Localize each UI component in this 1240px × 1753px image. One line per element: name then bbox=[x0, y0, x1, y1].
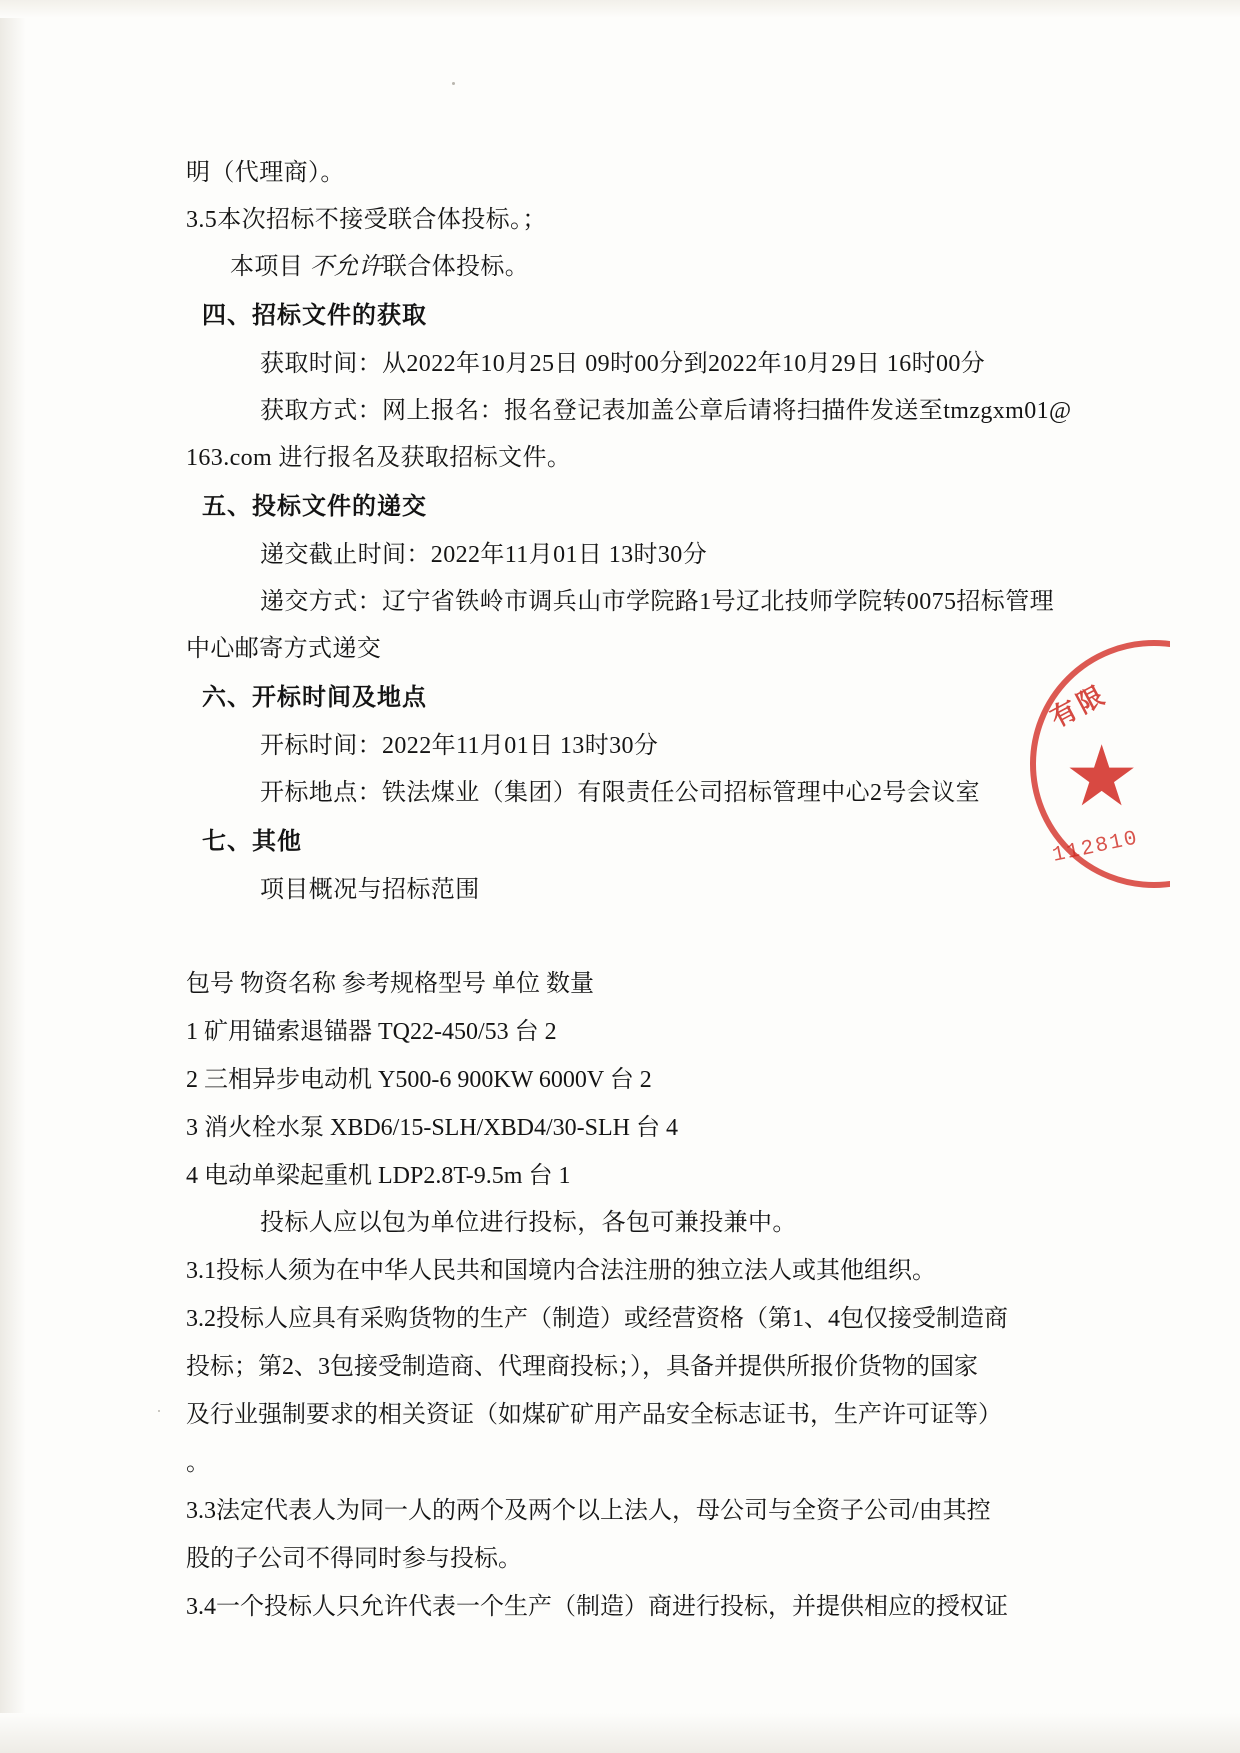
section-6-line-1: 开标时间：2022年11月01日 13时30分 bbox=[260, 733, 659, 759]
scan-edge-top bbox=[0, 0, 1240, 18]
clause-3-2-line-1: 3.2投标人应具有采购货物的生产（制造）或经营资格（第1、4包仅接受制造商 bbox=[186, 1306, 1008, 1332]
clause-3-2-line-3: 及行业强制要求的相关资证（如煤矿矿用产品安全标志证书，生产许可证等） bbox=[186, 1402, 1002, 1428]
section-4-line-1: 获取时间：从2022年10月25日 09时00分到2022年10月29日 16时00分 bbox=[260, 351, 986, 377]
section-7-line-1: 项目概况与招标范围 bbox=[260, 877, 480, 903]
section-5-line-3: 中心邮寄方式递交 bbox=[186, 636, 382, 662]
section-heading-5: 五、投标文件的递交 bbox=[202, 494, 427, 520]
goods-table-row: 2 三相异步电动机 Y500-6 900KW 6000V 台 2 bbox=[186, 1067, 652, 1093]
goods-table-row: 3 消火栓水泵 XBD6/15-SLH/XBD4/30-SLH 台 4 bbox=[186, 1115, 679, 1141]
section-5-line-2: 递交方式：辽宁省铁岭市调兵山市学院路1号辽北技师学院转0075招标管理 bbox=[260, 589, 1054, 615]
seal-bottom-text: 112810 bbox=[1050, 827, 1142, 868]
seal-page-edge-mask bbox=[1170, 630, 1240, 900]
clause-3-2-line-4: 。 bbox=[186, 1450, 210, 1476]
clause-3-5-note-emphasis: 不允许 bbox=[309, 254, 383, 280]
section-heading-6: 六、开标时间及地点 bbox=[202, 685, 427, 711]
goods-table-row: 1 矿用锚索退锚器 TQ22-450/53 台 2 bbox=[186, 1019, 557, 1045]
clause-3-3-line-1: 3.3法定代表人为同一人的两个及两个以上法人，母公司与全资子公司/由其控 bbox=[186, 1498, 991, 1524]
scan-speck bbox=[158, 1410, 160, 1412]
scan-edge-bottom bbox=[0, 1713, 1240, 1753]
document-body bbox=[186, 150, 1072, 1631]
spacer bbox=[186, 914, 1056, 960]
section-6-line-2: 开标地点：铁法煤业（集团）有限责任公司招标管理中心2号会议室 bbox=[260, 780, 980, 806]
seal-ring bbox=[1030, 640, 1240, 888]
clause-3-5-note-prefix: 本项目 bbox=[230, 254, 310, 280]
clause-3-3-line-2: 股的子公司不得同时参与投标。 bbox=[186, 1546, 522, 1572]
scan-speck bbox=[452, 82, 455, 85]
after-table-note: 投标人应以包为单位进行投标，各包可兼投兼中。 bbox=[260, 1210, 797, 1236]
top-fragment: 明（代理商）。 bbox=[186, 160, 345, 186]
goods-table-row: 4 电动单梁起重机 LDP2.8T-9.5m 台 1 bbox=[186, 1163, 571, 1189]
seal-top-text: 有限 bbox=[1045, 679, 1113, 734]
section-4-line-2: 获取方式：网上报名：报名登记表加盖公章后请将扫描件发送至tmzgxm01@ bbox=[260, 398, 1072, 424]
clause-3-5-note bbox=[186, 244, 1056, 291]
goods-table-header: 包号 物资名称 参考规格型号 单位 数量 bbox=[186, 971, 594, 997]
section-heading-4: 四、招标文件的获取 bbox=[202, 303, 427, 329]
section-5-line-1: 递交截止时间：2022年11月01日 13时30分 bbox=[260, 542, 708, 568]
clause-3-1: 3.1投标人须为在中华人民共和国境内合法注册的独立法人或其他组织。 bbox=[186, 1258, 936, 1284]
clause-3-5-note-suffix: 联合体投标。 bbox=[382, 254, 530, 280]
red-company-seal: 有限 ★ 112810 bbox=[1030, 640, 1240, 880]
clause-3-4: 3.4一个投标人只允许代表一个生产（制造）商进行投标，并提供相应的授权证 bbox=[186, 1594, 1008, 1620]
scan-edge-left bbox=[0, 0, 26, 1753]
clause-3-2-line-2: 投标；第2、3包接受制造商、代理商投标；），具备并提供所报价货物的国家 bbox=[186, 1354, 978, 1380]
section-4-line-3: 163.com 进行报名及获取招标文件。 bbox=[186, 445, 572, 471]
section-heading-7: 七、其他 bbox=[202, 829, 302, 855]
clause-3-5: 3.5本次招标不接受联合体投标。； bbox=[186, 207, 547, 233]
